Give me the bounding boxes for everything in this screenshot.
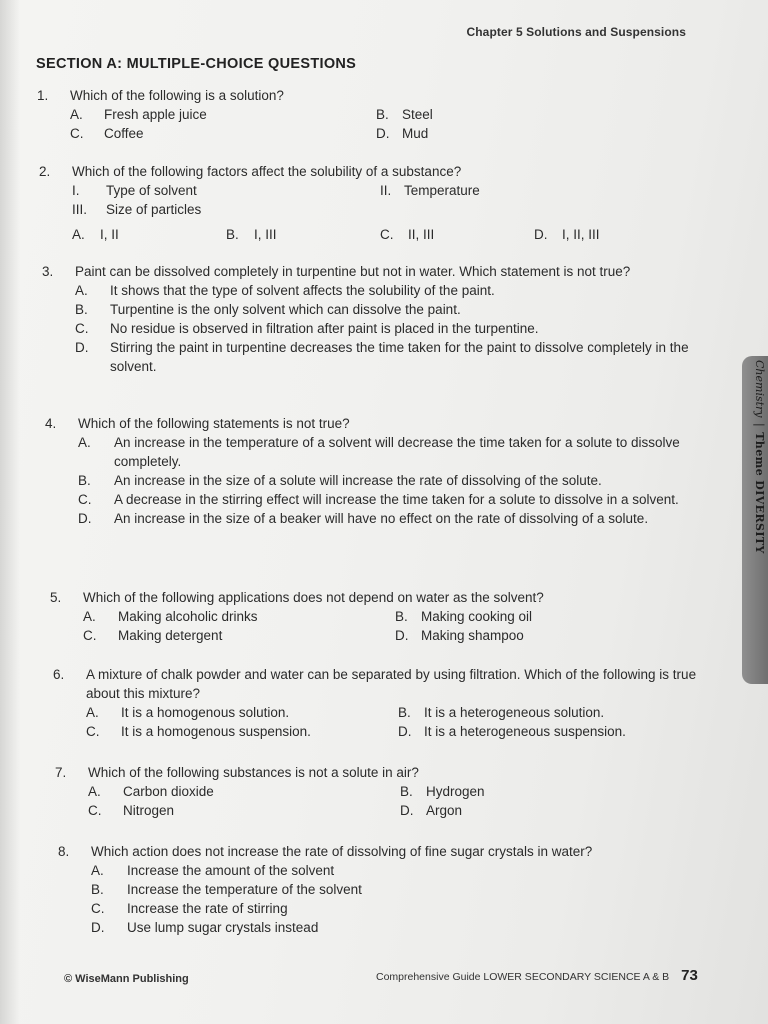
option-a: A. Making alcoholic drinks <box>83 609 258 624</box>
option-c: C. Coffee <box>70 126 144 141</box>
option-c: C. No residue is observed in filtration after paint is placed in the turpentine. <box>75 321 539 336</box>
question-5 <box>50 588 683 645</box>
option-b: B. Making cooking oil <box>395 609 533 624</box>
option-d: D. An increase in the size of a beaker will have no effect on the rate of dissolving of a solute. <box>78 511 649 526</box>
option-d: D. It is a heterogeneous suspension. <box>398 724 626 739</box>
side-tab-subject: Chemistry <box>753 360 766 418</box>
question-number: 7. <box>55 765 67 780</box>
statement-ii: II. Temperature <box>380 183 480 198</box>
statement-iii: III. Size of particles <box>72 202 202 217</box>
question-4 <box>45 414 714 528</box>
question-number: 3. <box>42 264 54 279</box>
option-b: B. An increase in the size of a solute will increase the rate of dissolving of the solute. <box>78 473 602 488</box>
question-6 <box>53 665 716 741</box>
question-stem: Which of the following substances is not a solute in air? <box>88 765 419 780</box>
publisher-credit: © WiseMann Publishing <box>64 973 189 985</box>
option-d: D. I, II, III <box>534 227 600 242</box>
question-8 <box>58 842 691 937</box>
question-3 <box>42 262 705 376</box>
option-d: D. Making shampoo <box>395 628 524 643</box>
question-number: 4. <box>45 416 57 431</box>
chapter-header: Chapter 5 Solutions and Suspensions <box>466 25 686 39</box>
page-gutter-shadow <box>0 0 20 1024</box>
question-2 <box>39 162 692 244</box>
guide-title: Comprehensive Guide LOWER SECONDARY SCIENCE A & B <box>376 971 670 983</box>
question-number: 2. <box>39 164 51 179</box>
option-d: D. Argon <box>400 803 463 818</box>
option-c: C. Making detergent <box>83 628 223 643</box>
question-stem: Which action does not increase the rate of dissolving of fine sugar crystals in water? <box>91 844 593 859</box>
option-d: D. Mud <box>376 126 429 141</box>
option-a: A. It shows that the type of solvent affects the solubility of the paint. <box>75 283 495 298</box>
option-b: B. Turpentine is the only solvent which can dissolve the paint. <box>75 302 461 317</box>
question-stem: Paint can be dissolved completely in turpentine but not in water. Which statement is not true? <box>75 264 631 279</box>
question-number: 8. <box>58 844 70 859</box>
question-stem: Which of the following is a solution? <box>70 88 284 103</box>
page-number: 73 <box>681 967 698 984</box>
question-1 <box>37 86 670 143</box>
side-tab-theme: Theme DIVERSITY <box>753 432 766 554</box>
option-c: C. Nitrogen <box>88 803 175 818</box>
option-b: B. Steel <box>376 107 433 122</box>
section-title: SECTION A: MULTIPLE-CHOICE QUESTIONS <box>36 56 357 72</box>
option-a: A. It is a homogenous solution. <box>86 705 290 720</box>
option-b: B. It is a heterogeneous solution. <box>398 705 605 720</box>
option-a: A. Carbon dioxide <box>88 784 214 799</box>
side-tab-separator: | <box>753 423 766 427</box>
option-a: A. Increase the amount of the solvent <box>91 863 335 878</box>
option-a: A. An increase in the temperature of a solvent will decrease the time taken for a solute to dissolve completely. <box>78 435 680 469</box>
side-tab-label <box>746 360 766 554</box>
option-b: B. I, III <box>226 227 277 242</box>
option-d: D. Use lump sugar crystals instead <box>91 920 319 935</box>
option-a: A. Fresh apple juice <box>70 107 207 122</box>
question-number: 6. <box>53 667 65 682</box>
question-stem: Which of the following factors affect the solubility of a substance? <box>72 164 462 179</box>
option-c: C. Increase the rate of stirring <box>91 901 288 916</box>
option-c: C. A decrease in the stirring effect will increase the time taken for a solute to dissolve in a solvent. <box>78 492 679 507</box>
option-d: D. Stirring the paint in turpentine decreases the time taken for the paint to dissolve completely in the solvent. <box>75 340 689 374</box>
option-a: A. I, II <box>72 227 119 242</box>
question-stem: Which of the following applications does not depend on water as the solvent? <box>83 590 544 605</box>
option-b: B. Hydrogen <box>400 784 485 799</box>
question-number: 1. <box>37 88 49 103</box>
option-b: B. Increase the temperature of the solvent <box>91 882 362 897</box>
question-number: 5. <box>50 590 62 605</box>
footer-guide <box>376 967 698 984</box>
question-stem: Which of the following statements is not true? <box>78 416 350 431</box>
question-stem: A mixture of chalk powder and water can be separated by using filtration. Which of the following is true about this mixture? <box>86 667 697 701</box>
option-c: C. II, III <box>380 227 435 242</box>
statement-i: I. Type of solvent <box>72 183 197 198</box>
option-c: C. It is a homogenous suspension. <box>86 724 311 739</box>
question-7 <box>55 763 688 820</box>
